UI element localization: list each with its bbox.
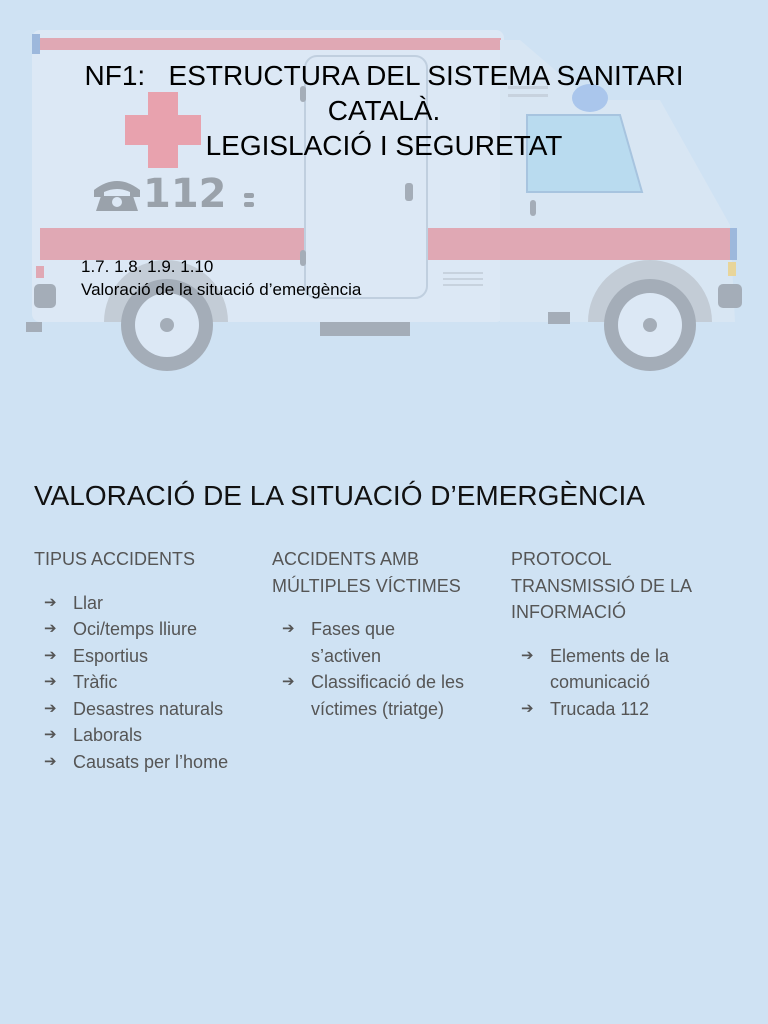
ambulance-illustration (0, 0, 768, 380)
arrow-right-icon: ➔ (282, 620, 295, 637)
ambulance-number: 112 (143, 171, 227, 217)
bullet-list (34, 590, 254, 776)
arrow-right-icon: ➔ (44, 673, 57, 690)
list-item: ➔ Oci/temps lliure (44, 616, 254, 643)
arrow-right-icon: ➔ (521, 699, 534, 717)
title-line: NF1: ESTRUCTURA DEL SISTEMA SANITARI (84, 60, 684, 91)
subtitle-topic: Valoració de la situació d’emergència (81, 280, 362, 299)
title-line: LEGISLACIÓ I SEGURETAT (205, 130, 563, 161)
column-tipus-accidents (34, 546, 254, 775)
list-item: ➔ Causats per l’home (44, 749, 254, 776)
subtitle-sections: 1.7. 1.8. 1.9. 1.10 (81, 257, 214, 276)
column-heading: TIPUS ACCIDENTS (34, 549, 196, 569)
title-line: CATALÀ. (327, 95, 441, 126)
slide-subtitle (81, 255, 361, 301)
column-heading: PROTOCOL TRANSMISSIÓ DE LA INFORMACIÓ (511, 549, 693, 622)
list-item: ➔ Desastres naturals (44, 696, 254, 723)
list-item: ➔ Trucada 112 (521, 696, 731, 723)
column-heading: ACCIDENTS AMB MÚLTIPLES VÍCTIMES (272, 549, 461, 596)
arrow-right-icon: ➔ (44, 620, 57, 637)
list-item: ➔ Fases que s’activen (282, 616, 492, 669)
list-item: ➔ Classificació de les víctimes (triatge) (282, 669, 492, 722)
arrow-right-icon: ➔ (44, 726, 57, 743)
slide-title (40, 58, 728, 163)
arrow-right-icon: ➔ (521, 646, 534, 664)
arrow-right-icon: ➔ (44, 752, 57, 770)
column-accidents-multiples-victimes (272, 546, 492, 722)
list-item: ➔ Laborals (44, 722, 254, 749)
section-heading: VALORACIÓ DE LA SITUACIÓ D’EMERGÈNCIA (34, 480, 645, 511)
arrow-right-icon: ➔ (44, 646, 57, 664)
list-item: ➔ Llar (44, 590, 254, 617)
phone-icon (94, 181, 140, 211)
arrow-right-icon: ➔ (44, 699, 57, 717)
bullet-list (511, 643, 731, 723)
bullet-list (272, 616, 492, 722)
column-protocol-transmissio (511, 546, 731, 722)
arrow-right-icon: ➔ (44, 593, 57, 611)
list-item: ➔ Elements de la comunicació (521, 643, 731, 696)
arrow-right-icon: ➔ (282, 673, 295, 690)
list-item: ➔ Esportius (44, 643, 254, 670)
list-item: ➔ Tràfic (44, 669, 254, 696)
